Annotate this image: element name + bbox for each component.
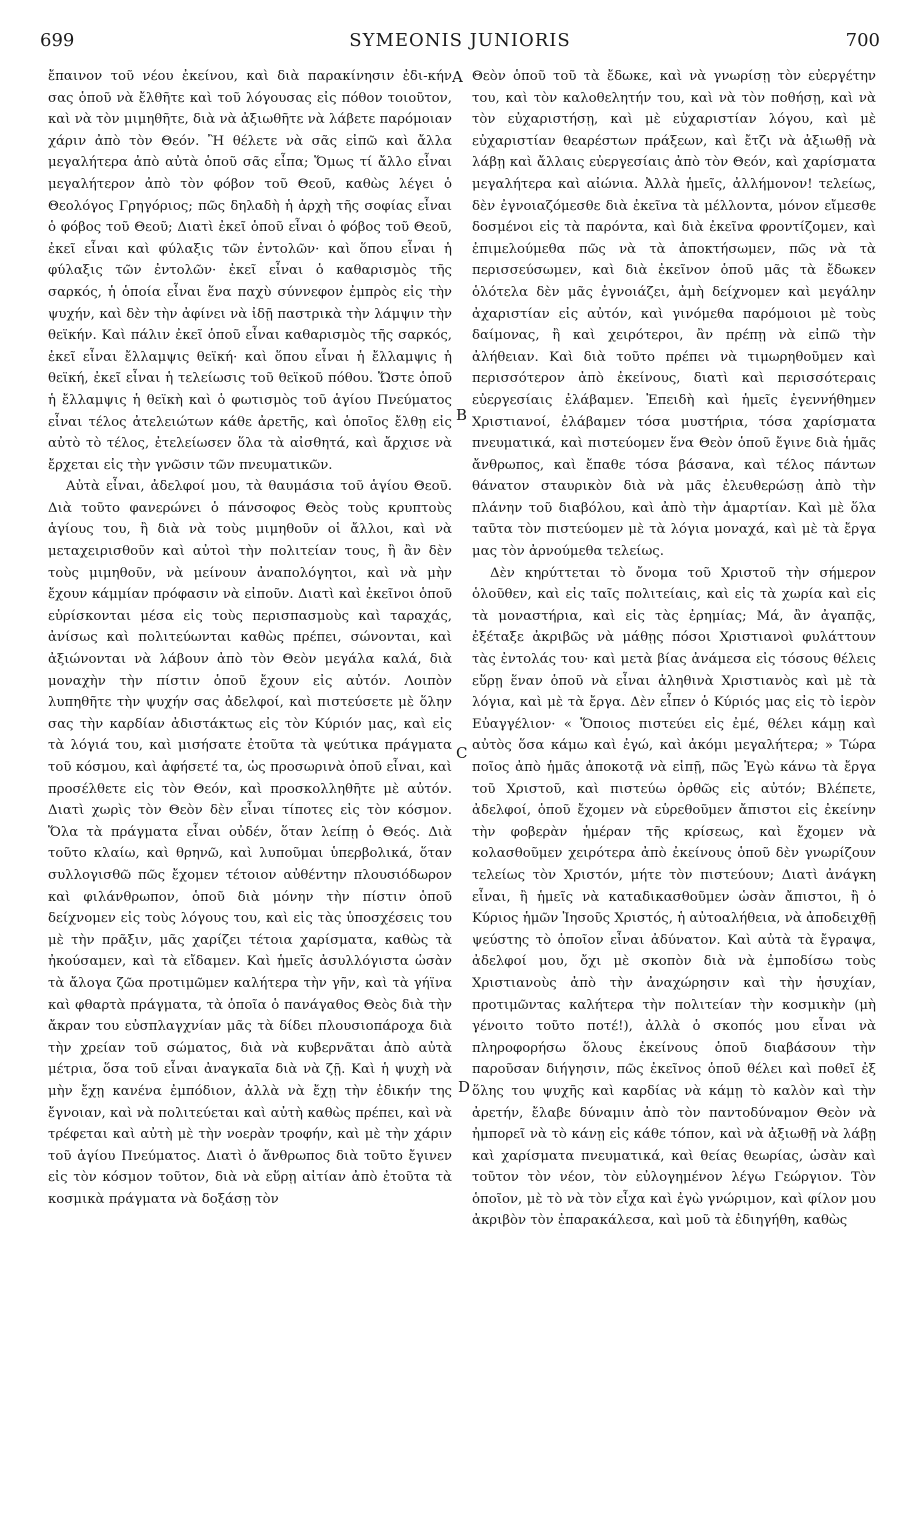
page-number-right: 700 <box>845 30 880 51</box>
page-number-left: 699 <box>40 30 75 51</box>
running-title: SYMEONIS JUNIORIS <box>349 30 571 51</box>
paragraph: Αὐτὰ εἶναι, ἀδελφοί μου, τὰ θαυμάσια τοῦ ἁγίου Θεοῦ. Διὰ τοῦτο φανερώνει ὁ πάνσοφος Θεὸς τοὺς κρυπτοὺς ἁγίους του, ἢ διὰ νὰ τοὺς μιμηθοῦν οἱ ἄλλοι, καὶ νὰ μεταχειρισθοῦν καὶ αὐτοὶ τὴν πολιτείαν τους, ἢ ἂν δὲν τοὺς μιμηθοῦν, νὰ μείνουν ἀναπολόγητοι, καὶ νὰ μὴν ἔχουν κάμμίαν πρόφασιν νὰ εἰποῦν. Διατὶ καὶ ἐκεῖνοι ὁποῦ εὑρίσκονται μέσα εἰς τοὺς περισπασμοὺς καὶ ταραχάς, ἀνίσως καὶ πολιτεύωνται καθὼς πρέπει, σώνονται, καὶ ἀξιώνονται νὰ λάβουν ἀπὸ τὸν Θεὸν μεγάλα καλά, διὰ μοναχὴν τὴν πίστιν ὁποῦ ἔχουν εἰς αὐτόν. Λοιπὸν λυπηθῆτε τὴν ψυχήν σας ἀδελφοί, καὶ πιστεύσετε μὲ ὅλην σας τὴν καρδίαν ἀδιστάκτως εἰς τὸν Κύριόν μας, καὶ εἰς τὰ λόγιά του, καὶ μισήσατε ἐτοῦτα τὰ ψεύτικα πράγματα τοῦ κόσμου, καὶ ἀφήσετέ τα, ὡς προσωρινὰ ὁποῦ εἶναι, καὶ προσέλθετε εἰς τὸν Θεόν, καὶ προσκολληθῆτε μὲ αὐτόν. Διατὶ χωρὶς τὸν Θεὸν δὲν εἶναι τίποτες εἰς τὸν κόσμον. Ὅλα τὰ πράγματα εἶναι οὐδέν, ὅταν λείπῃ ὁ Θεός. Διὰ τοῦτο κλαίω, καὶ θρηνῶ, καὶ λυποῦμαι ὑπερβολικά, ὅταν συλλογισθῶ πῶς ἔχομεν τέτοιον αὐθέντην πλουσιόδωρον καὶ φιλάνθρωπον, ὁποῦ διὰ μόνην τὴν πίστιν ὁποῦ δείχνομεν εἰς τοὺς λόγους του, καὶ εἰς τὰς ὑποσχέσεις του μὲ τὴν πρᾶξιν, μᾶς χαρίζει τέτοια χαρίσματα, καθὼς τὰ ἠκούσαμεν, καὶ τὰ εἴδαμεν. Καὶ ἡμεῖς ἀσυλλόγιστα ὡσὰν τὰ ἄλογα ζῶα προτιμῶμεν καλήτερα τὴν γῆν, καὶ τὰ γήϊνα καὶ φθαρτὰ πράγματα, τὰ ὁποῖα ὁ πανάγαθος Θεὸς διὰ τὴν ἄκραν του εὐσπλαγχνίαν μᾶς τὰ δίδει πλουσιοπάροχα διὰ τὴν χρείαν τοῦ σώματος, διὰ νὰ κυβερνᾶται ἀπὸ αὐτὰ μέτρια, ὅσα τοῦ εἶναι ἀναγκαῖα διὰ νὰ ζῇ. Καὶ ἡ ψυχὴ νὰ μὴν ἔχῃ κανένα ἐμπόδιον, ἀλλὰ νὰ ἔχῃ τὴν ἐδικήν της ἔγνοιαν, καὶ νὰ πολιτεύεται καὶ αὐτὴ καθὼς πρέπει, καὶ νὰ τρέφεται καὶ αὐτὴ μὲ τὴν νοερὰν τροφήν, καὶ μὲ τὴν χάριν τοῦ ἁγίου Πνεύματος. Διατὶ ὁ ἄνθρωπος διὰ τοῦτο ἔγινεν εἰς τὸν κόσμον τοῦτον, διὰ νὰ εὕρῃ αἰτίαν ἀπὸ ἐτοῦτα τὰ κοσμικὰ πράγματα νὰ δοξάσῃ τὸν <box>48 479 452 1207</box>
paragraph: Δὲν κηρύττεται τὸ ὄνομα τοῦ Χριστοῦ τὴν σήμερον ὁλοῦθεν, καὶ εἰς ταῖς πολιτείαις, καὶ εἰς τὰ χωρία καὶ εἰς τὰ μοναστήρια, καὶ εἰς τὰς ἐρημίας; Μά, ἂν ἀγαπᾷς, ἐξέταξε ἀκριβῶς νὰ μάθῃς πόσοι Χριστιανοὶ φυλάττουν τὰς ἐντολάς του· καὶ μετὰ βίας ἀνάμεσα εἰς τόσους θέλεις εὕρῃ ἕναν ὁποῦ νὰ εἶναι ἀληθινὰ Χριστιανὸς καὶ μὲ τὰ λόγια, καὶ μὲ τὰ ἔργα. Δὲν εἶπεν ὁ Κύριός μας εἰς τὸ ἱερὸν Εὐαγγέλιον· « Ὅποιος πιστεύει εἰς ἐμέ, θέλει κάμῃ καὶ αὐτὸς ὅσα κάμω καὶ ἐγώ, καὶ ἀκόμι μεγαλήτερα; » Τώρα ποῖος ἀπὸ ἡμᾶς ἀποκοτᾷ νὰ εἰπῇ, πῶς Ἐγὼ κάνω τὰ ἔργα τοῦ Χριστοῦ, καὶ πιστεύω ὀρθῶς εἰς αὐτόν; Βλέπετε, ἀδελφοί, ὁποῦ ἔχομεν νὰ εὑρεθοῦμεν ἄπιστοι εἰς ἐκείνην τὴν φοβερὰν ἡμέραν τῆς κρίσεως, καὶ ἔχομεν νὰ κολασθοῦμεν χειρότερα ἀπὸ ἐκείνους ὁποῦ δὲν γνωρίζουν τελείως τὸν Χριστόν, μήτε τὸν πιστεύουν; Διατὶ ἀνάγκη εἶναι, ἢ ἡμεῖς νὰ καταδικασθοῦμεν ὡσὰν ἄπιστοι, ἢ ὁ Κύριος ἡμῶν Ἰησοῦς Χριστός, ἡ αὐτοαλήθεια, νὰ ἀποδειχθῇ ψεύστης τὸ ὁποῖον εἶναι ἀδύνατον. Καὶ αὐτὰ τὰ ἔγραψα, ἀδελφοί μου, ὄχι μὲ σκοπὸν διὰ νὰ ἐμποδίσω τοὺς Χριστιανοὺς ἀπὸ τὴν ἀναχώρησιν καὶ τὴν ἡσυχίαν, προτιμῶντας καλήτερα τὴν πολιτείαν τὴν κοσμικὴν (μὴ γένοιτο τοῦτο ποτέ!), ἀλλὰ ὁ σκοπός μου εἶναι νὰ πληροφορήσω ὅλους ἐκείνους ὁποῦ διαβάσουν τὴν παροῦσαν διήγησιν, πῶς ἐκεῖνος ὁποῦ θέλει καὶ ποθεῖ ἐξ ὅλης του ψυχῆς καὶ καρδίας νὰ κάμῃ τὸ καλὸν καὶ τὴν ἀρετήν, ἔλαβε δύναμιν ἀπὸ τὸν παντοδύναμον Θεὸν νὰ ἠμπορεῖ νὰ τὸ κάνῃ εἰς κάθε τόπον, καὶ νὰ ἀξιωθῇ νὰ λάβῃ καὶ χαρίσματα πνευματικά, καὶ θείας θεωρίας, ὡσὰν καὶ τοῦτον τὸν νέον, τὸν εὐλογημένον λέγω Γεώργιον. Τὸν ὁποῖον, μὲ τὸ νὰ τὸν εἶχα καὶ ἐγὼ γνώριμον, καὶ φίλον μου ἀκριβὸν τὸν ἐπαρακάλεσα, καὶ μοῦ τὰ ἐδιηγήθη, καθὼς <box>472 565 876 1229</box>
paragraph: Θεὸν ὁποῦ τοῦ τὰ ἔδωκε, καὶ νὰ γνωρίσῃ τὸν εὐεργέτην του, καὶ τὸν καλοθελητήν του, καὶ νὰ τὸν ποθήσῃ, καὶ νὰ τὸν εὐχαριστήσῃ, καὶ μὲ εὐχαριστίαν λόγου, καὶ μὲ εὐχαριστίαν θεαρέστων πράξεων, καὶ ἔτζι νὰ ἀξιωθῇ νὰ λάβῃ καὶ ἄλλαις εὐεργεσίαις ἀπὸ τὸν Θεόν, καὶ χαρίσματα μεγαλήτερα καὶ αἰώνια. Ἀλλὰ ἡμεῖς, ἀλλήμονον! τελείως, δὲν ἐγνοιαζόμεσθε διὰ ἐκεῖνα τὰ μέλλοντα, μόνον εἴμεσθε δοσμένοι εἰς τὰ παρόντα, καὶ διὰ ἐκεῖνα φροντίζομεν, καὶ ἐπιμελούμεθα πῶς νὰ τὰ ἀποκτήσωμεν, πῶς νὰ τὰ περισσεύσωμεν, καὶ διὰ ἐκεῖνον ὁποῦ μᾶς τὰ ἔδωκεν ὁλότελα δὲν μᾶς ἐγνοιάζει, ἀμὴ δείχνομεν καὶ μεγάλην ἀχαριστίαν εἰς αὐτόν, καὶ γινόμεθα παρόμοιοι μὲ τοὺς δαίμονας, ἢ καὶ χειρότεροι, ἂν πρέπῃ νὰ εἰπῶ τὴν ἀλήθειαν. Καὶ διὰ τοῦτο πρέπει νὰ τιμωρηθοῦμεν καὶ περισσότερον ἀπὸ ἐκείνους, διατὶ καὶ περισσότεραις εὐεργεσίαις ἐλάβαμεν. Ἐπειδὴ καὶ ἡμεῖς ἐγεννήθημεν Χριστιανοί, ἐλάβαμεν τόσα μυστήρια, τόσα χαρίσματα πνευματικά, καὶ πιστεύομεν ἕνα Θεὸν ὁποῦ ἔγινε διὰ ἡμᾶς ἄνθρωπος, καὶ ἔπαθε τόσα βάσανα, καὶ τέλος πάντων θάνατον σταυρικὸν διὰ νὰ μᾶς ἐλευθερώσῃ ἀπὸ τὴν πλάνην τοῦ διαβόλου, καὶ ἀπὸ τὴν ἁμαρτίαν. Καὶ μὲ ὅλα ταῦτα τὸν πιστεύομεν μὲ τὰ λόγια μοναχά, καὶ μὲ τὰ ἔργα μας τὸν ἀρνούμεθα τελείως. <box>472 69 876 560</box>
margin-letter-c: C <box>456 744 468 762</box>
margin-letter-a: A <box>452 68 463 86</box>
paragraph: ἔπαινον τοῦ νέου ἐκείνου, καὶ διὰ παρακίνησιν ἐδι-κήν σας ὁποῦ νὰ ἔλθῆτε καὶ τοῦ λόγουσας εἰς πόθον τοιοῦτον, καὶ νὰ τὸν μιμηθῆτε, διὰ νὰ ἀξιωθῆτε νὰ λάβετε παρόμοιαν χάριν ἀπὸ τὸν Θεόν. Ἢ θέλετε νὰ σᾶς εἰπῶ καὶ ἄλλα μεγαλήτερα ἀπὸ αὐτὰ ὁποῦ σᾶς εἶπα; Ὅμως τί ἄλλο εἶναι μεγαλήτερον ἀπὸ τὸν φόβον τοῦ Θεοῦ, καθὼς λέγει ὁ Θεολόγος Γρηγόριος; πῶς δηλαδὴ ἡ ἀρχὴ τῆς σοφίας εἶναι ὁ φόβος τοῦ Θεοῦ; Διατὶ ἐκεῖ ὁποῦ εἶναι ὁ φόβος τοῦ Θεοῦ, ἐκεῖ εἶναι καὶ φύλαξις τῶν ἐντολῶν· καὶ ὅπου εἶναι ἡ φύλαξις τῶν ἐντολῶν· ἐκεῖ εἶναι ὁ καθαρισμὸς τῆς σαρκός, ἡ ὁποία εἶναι ἕνα παχὺ σύννεφον ἐμπρὸς εἰς τὴν ψυχήν, καὶ δὲν τὴν ἀφίνει νὰ ἰδῇ παστρικὰ τὴν λάμψιν τὴν θεϊκήν. Καὶ πάλιν ἐκεῖ ὁποῦ εἶναι καθαρισμὸς τῆς σαρκός, ἐκεῖ εἶναι ἔλλαμψις θεϊκή· καὶ ὅπου εἶναι ἡ ἔλλαμψις ἡ θεϊκή, ἐκεῖ εἶναι ἡ τελείωσις τοῦ θεϊκοῦ πόθου. Ὥστε ὁποῦ ἡ ἔλλαμψις ἡ θεϊκὴ καὶ ὁ φωτισμὸς τοῦ ἁγίου Πνεύματος εἶναι τέλος ἀτελειώτων κάθε ἀρετῆς, καὶ ὁποῖος ἔλθῃ εἰς αὐτὸ τὸ τέλος, ἐτελείωσεν ὅλα τὰ αἰσθητά, καὶ ἄρχισε νὰ ἔρχεται εἰς τὴν γνῶσιν τῶν πνευματικῶν. <box>48 69 452 473</box>
left-column <box>48 66 452 1210</box>
right-column <box>472 66 876 1232</box>
margin-letter-b: B <box>456 406 468 424</box>
margin-letter-d: D <box>458 1078 471 1096</box>
page-header <box>40 30 880 60</box>
